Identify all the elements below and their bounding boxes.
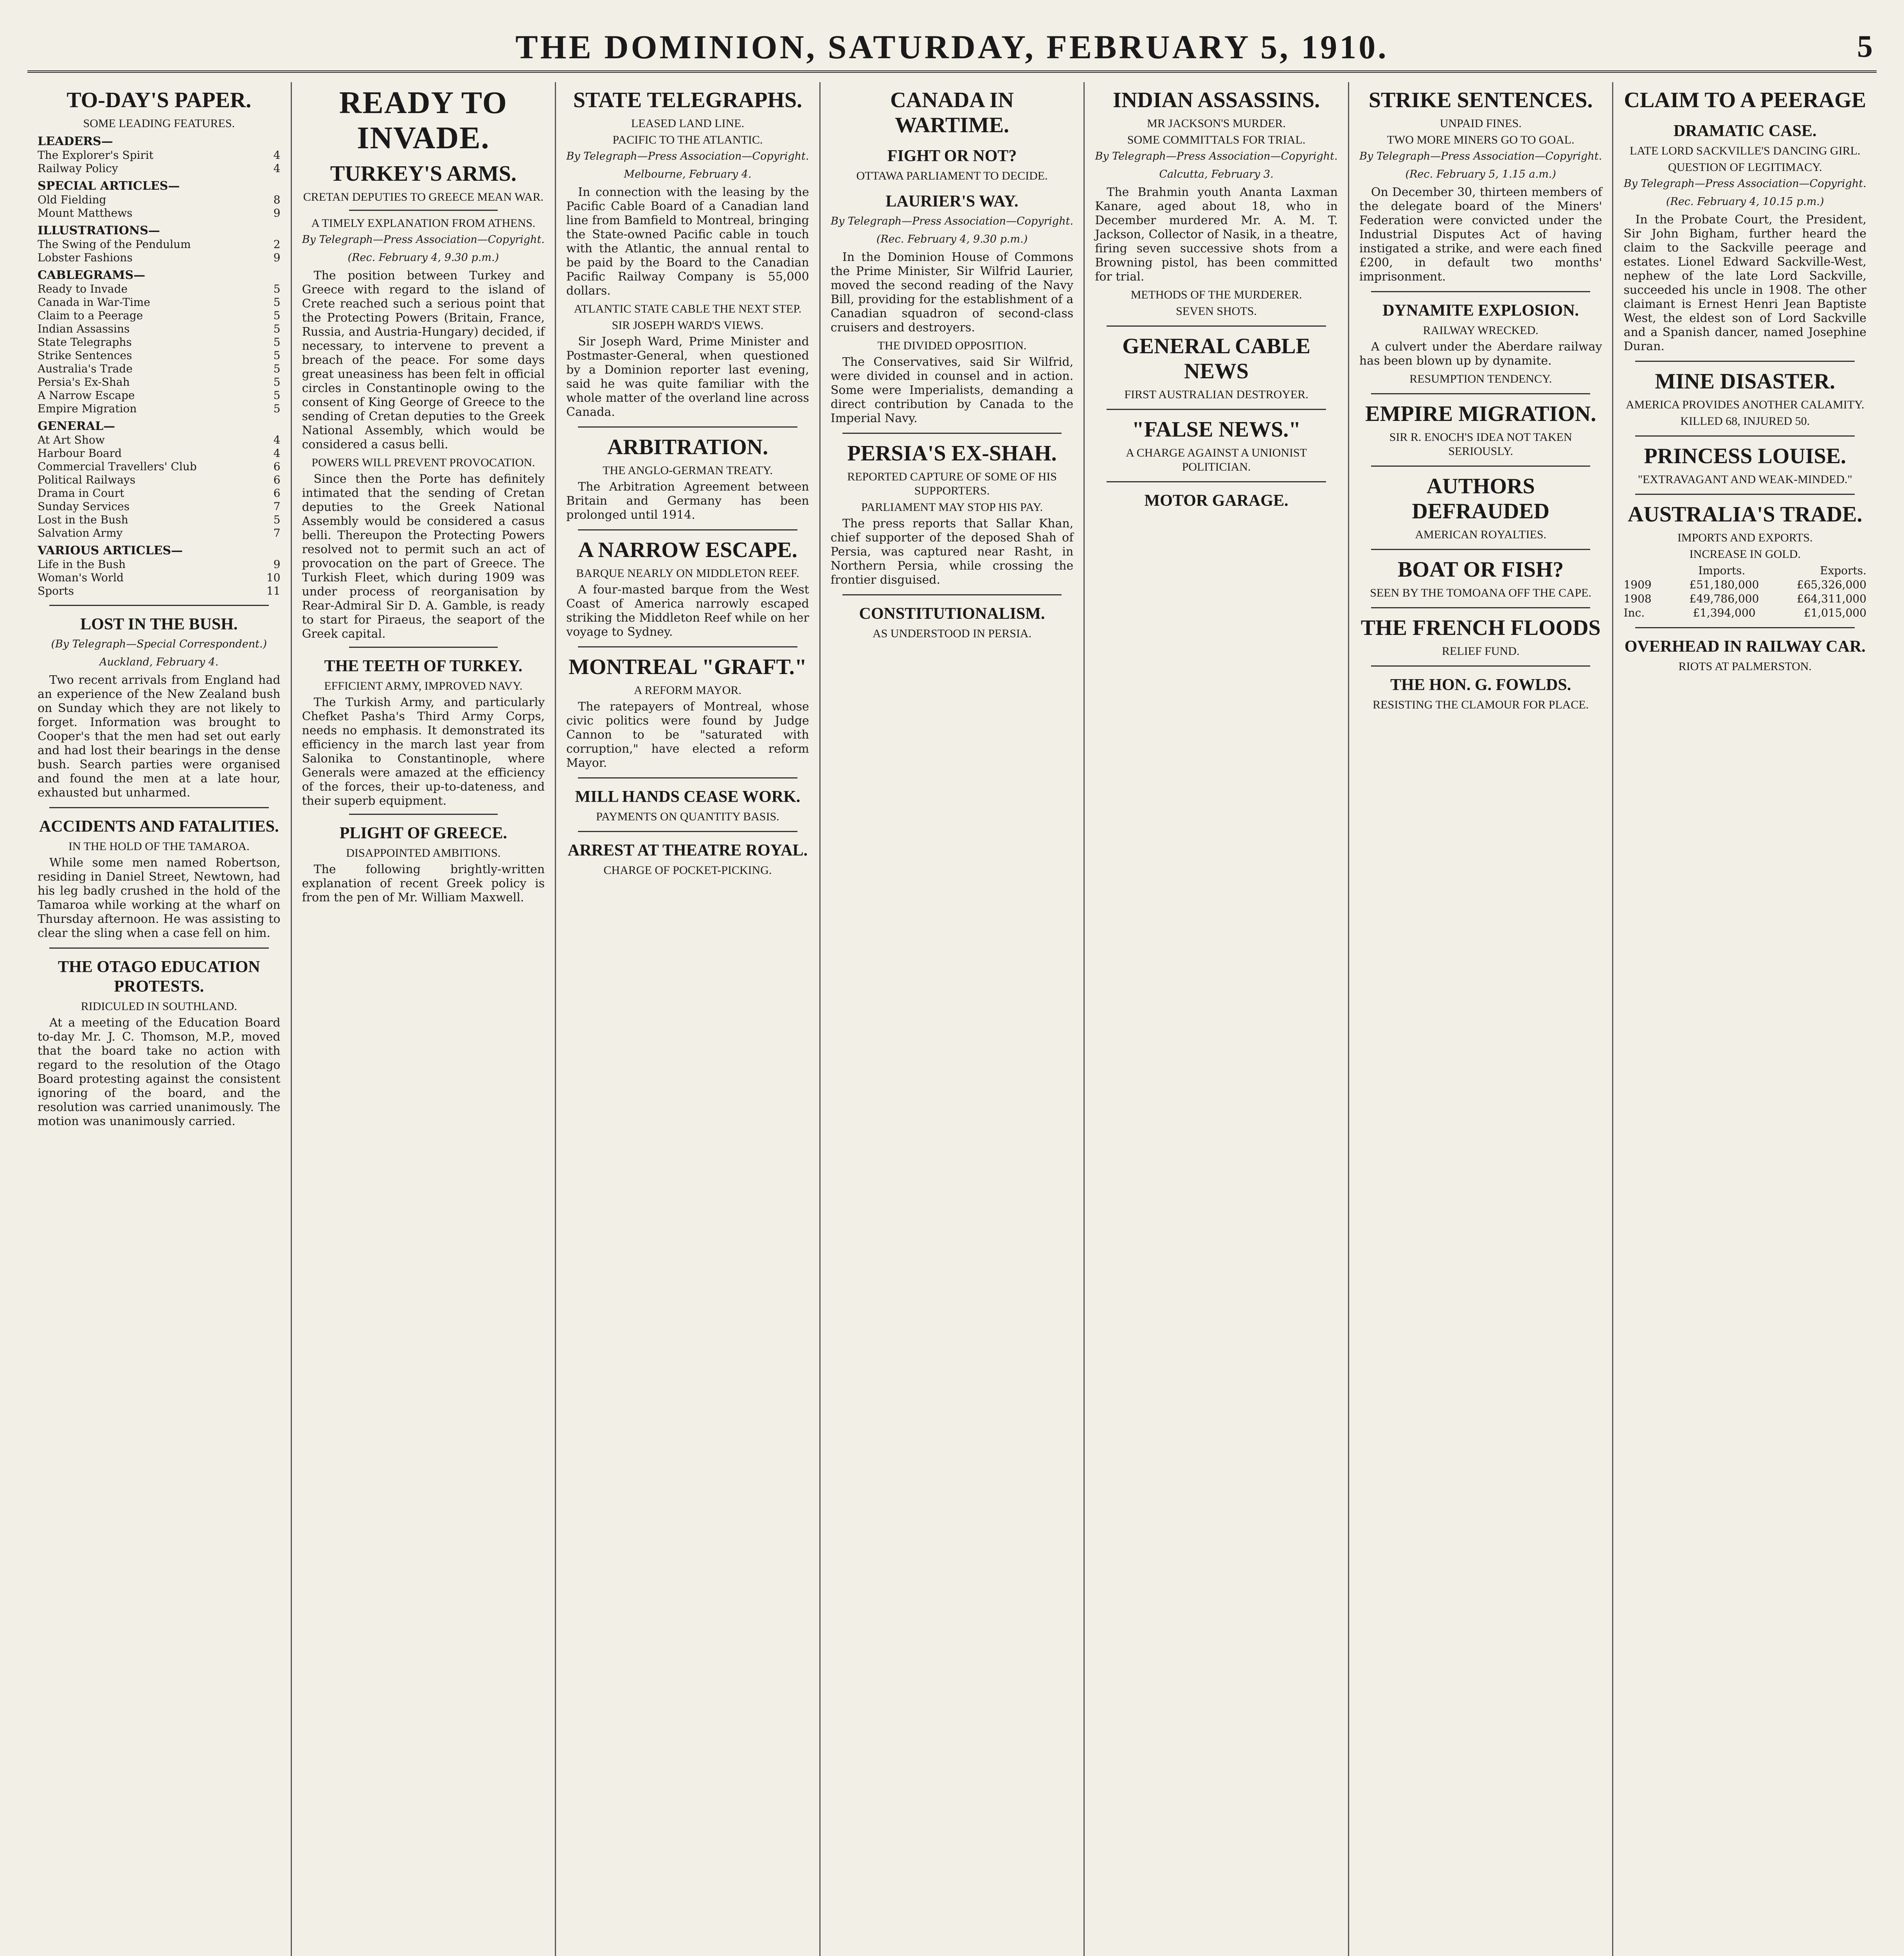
- subhead: CRETAN DEPUTIES TO GREECE MEAN WAR.: [303, 191, 544, 203]
- index-item-label: Empire Migration: [38, 402, 137, 415]
- index-item-page: 5: [273, 513, 281, 526]
- divider: [49, 807, 269, 808]
- index-item-page: 5: [273, 362, 281, 375]
- subhead: MR JACKSON'S MURDER.: [1147, 117, 1286, 130]
- headline-constitutionalism: CONSTITUTIONALISM.: [859, 605, 1045, 623]
- subhead: KILLED 68, INJURED 50.: [1680, 415, 1810, 428]
- index-item: [38, 336, 281, 349]
- subhead: THE ANGLO-GERMAN TREATY.: [603, 464, 773, 477]
- table-cell: Imports.: [1698, 564, 1746, 577]
- subhead: "EXTRAVAGANT AND WEAK-MINDED.": [1638, 473, 1852, 486]
- byline: By Telegraph—Press Association—Copyright.: [1359, 150, 1602, 162]
- index-item-label: Woman's World: [38, 571, 124, 584]
- index-item-page: 5: [273, 296, 281, 309]
- index-item: [38, 527, 281, 540]
- byline: By Telegraph—Press Association—Copyright.: [831, 215, 1074, 227]
- index-item: [38, 447, 281, 460]
- index-item-page: 5: [273, 349, 281, 362]
- headline-accidents: ACCIDENTS AND FATALITIES.: [39, 818, 279, 836]
- article-body: The Conservatives, said Sir Wilfrid, were divided in counsel and in action. Some were Imperialists, demanding a direct contribution by Canada to the Imperial Navy.: [830, 355, 1074, 425]
- index-item: [38, 322, 281, 336]
- table-cell: £1,394,000: [1693, 606, 1756, 619]
- headline-persia: PERSIA'S EX-SHAH.: [847, 441, 1057, 466]
- article-columns: [27, 82, 1877, 1956]
- index-item-label: Persia's Ex-Shah: [38, 376, 130, 388]
- index-item: [38, 251, 281, 264]
- index-item-label: Australia's Trade: [38, 362, 133, 375]
- article-body: Two recent arrivals from England had an experience of the New Zealand bush on Sunday which they are not likely to forget. Information was brought to Cooper's that the men had set out early and had lost their bearings in the dense bush. Search parties were organised and found the men at a late hour, exhausted but unharmed.: [38, 673, 281, 800]
- divider: [1635, 435, 1855, 437]
- divider: [842, 594, 1062, 595]
- subhead: RIOTS AT PALMERSTON.: [1678, 660, 1812, 673]
- column-strike: [1349, 82, 1614, 1956]
- article-body: A four-masted barque from the West Coast of America narrowly escaped striking the Middleton Reef while on her voyage to Sydney.: [566, 583, 809, 639]
- index-item-page: 9: [273, 558, 281, 571]
- index-item: [38, 389, 281, 402]
- subhead: SEEN BY THE TOMOANA OFF THE CAPE.: [1370, 586, 1592, 599]
- index-subtitle: SOME LEADING FEATURES.: [83, 117, 235, 130]
- divider: [578, 777, 797, 778]
- subhead: OTTAWA PARLIAMENT TO DECIDE.: [856, 169, 1048, 182]
- subhead: A REFORM MAYOR.: [634, 684, 741, 697]
- index-item: [38, 296, 281, 309]
- index-item: [38, 558, 281, 571]
- index-item-page: 11: [266, 584, 281, 597]
- index-item-page: 5: [273, 282, 281, 295]
- column-peerage: [1613, 82, 1877, 1956]
- index-item-page: 2: [273, 238, 281, 251]
- table-cell: £64,311,000: [1796, 592, 1867, 605]
- index-item-page: 4: [273, 433, 281, 446]
- index-item-label: Mount Matthews: [38, 207, 133, 219]
- headline-authors: AUTHORS DEFRAUDED: [1412, 474, 1549, 523]
- index-item-page: 4: [273, 162, 281, 175]
- divider: [1635, 627, 1855, 628]
- headline-mill-hands: MILL HANDS CEASE WORK.: [575, 788, 801, 806]
- divider: [578, 529, 797, 530]
- column-indian: [1085, 82, 1349, 1956]
- index-item-page: 6: [273, 487, 281, 500]
- headline-lost-bush: LOST IN THE BUSH.: [80, 615, 238, 633]
- index-item-label: Political Railways: [38, 473, 136, 486]
- section-heading: THE DIVIDED OPPOSITION.: [877, 339, 1027, 352]
- headline-arrest: ARREST AT THEATRE ROYAL.: [567, 841, 808, 859]
- index-item-page: 5: [273, 309, 281, 322]
- byline: By Telegraph—Press Association—Copyright.: [1623, 178, 1866, 190]
- article-body: On December 30, thirteen members of the delegate board of the Miners' Federation were convicted under the Industrial Disputes Act of having instigated a strike, and were each fined £200, in default two months' imprisonment.: [1359, 185, 1602, 284]
- index-item-page: 4: [273, 149, 281, 162]
- article-body: Since then the Porte has definitely intimated that the sending of Cretan deputies to the Greek National Assembly would be considered a casus belli. Thereupon the Protecting Powers resolved not to permit such an act of provocation on the part of Greece. The Turkish Fleet, which during 1909 was under process of reorganisation by Rear-Admiral Sir D. A. Gamble, is ready to start for Piraeus, the seaport of the Greek capital.: [302, 472, 545, 641]
- divider: [578, 831, 797, 832]
- index-section: CABLEGRAMS—: [38, 268, 146, 282]
- index-item-label: Railway Policy: [38, 162, 118, 175]
- headline-false-news: "FALSE NEWS.": [1132, 417, 1301, 442]
- subhead: TWO MORE MINERS GO TO GOAL.: [1387, 133, 1575, 146]
- subhead: RELIEF FUND.: [1442, 645, 1520, 658]
- index-item-label: Claim to a Peerage: [38, 309, 143, 322]
- index-item-page: 8: [273, 193, 281, 206]
- masthead: [27, 23, 1877, 73]
- index-item-page: 5: [273, 389, 281, 402]
- advert-motor-garage: MOTOR GARAGE.: [1144, 492, 1289, 510]
- index-item: [38, 473, 281, 487]
- index-item-label: Lost in the Bush: [38, 513, 128, 526]
- subhead: UNPAID FINES.: [1440, 117, 1522, 130]
- subhead: ATLANTIC STATE CABLE THE NEXT STEP.: [574, 302, 802, 315]
- dateline: Calcutta, February 3.: [1159, 168, 1274, 180]
- index-section: VARIOUS ARTICLES—: [38, 544, 183, 557]
- headline-general-cables: GENERAL CABLE NEWS: [1122, 334, 1310, 383]
- index-item-page: 9: [273, 251, 281, 264]
- article-body: The press reports that Sallar Khan, chief supporter of the deposed Shah of Persia, was captured near Rasht, in Northern Persia, while crossing the frontier disguised.: [830, 517, 1074, 587]
- index-item-page: 10: [266, 571, 281, 584]
- divider: [1371, 291, 1591, 292]
- subhead: A TIMELY EXPLANATION FROM ATHENS.: [311, 217, 536, 230]
- subhead: EFFICIENT ARMY, IMPROVED NAVY.: [324, 680, 523, 692]
- subhead: A CHARGE AGAINST A UNIONIST POLITICIAN.: [1126, 446, 1307, 473]
- index-item-page: 7: [273, 500, 281, 513]
- subhead: RAILWAY WRECKED.: [1423, 324, 1539, 337]
- subhead: QUESTION OF LEGITIMACY.: [1668, 161, 1822, 174]
- index-item-label: Life in the Bush: [38, 558, 126, 571]
- divider: [1371, 549, 1591, 550]
- subhead: PAYMENTS ON QUANTITY BASIS.: [596, 810, 779, 823]
- index-item: [38, 402, 281, 415]
- index-item: [38, 309, 281, 322]
- index-item-label: Strike Sentences: [38, 349, 132, 362]
- subhead: REPORTED CAPTURE OF SOME OF HIS SUPPORTERS.: [847, 470, 1057, 497]
- index-item-label: The Explorer's Spirit: [38, 149, 154, 162]
- index-item: [38, 149, 281, 162]
- subhead: IMPORTS AND EXPORTS.: [1677, 531, 1813, 544]
- index-item-page: 5: [273, 336, 281, 349]
- index-item-label: Sports: [38, 584, 74, 597]
- index-item-page: 4: [273, 447, 281, 460]
- index-item-label: Lobster Fashions: [38, 251, 133, 264]
- index-section: ILLUSTRATIONS—: [38, 224, 160, 237]
- index-item-page: 5: [273, 376, 281, 388]
- headline-ready-to-invade: READY TO INVADE.: [339, 86, 507, 155]
- index-item: [38, 238, 281, 251]
- headline-overhead: OVERHEAD IN RAILWAY CAR.: [1624, 638, 1866, 656]
- article-body: The position between Turkey and Greece with regard to the island of Crete reached such a serious point that the Protecting Powers (Britain, France, Russia, and Austria-Hungary) decided, if necessary, to intervene to prevent a breach of the peace. For some days great uneasiness has been felt in official circles in Constantinople owing to the consent of King George of Greece to the sending of Cretan deputies to the Greek National Assembly, which would be considered a casus belli.: [302, 269, 545, 451]
- article-body: The Brahmin youth Ananta Laxman Kanare, aged about 18, who in December murdered Mr. A. M. T. Jackson, Collector of Nasik, in a theatre, firing seven successive shots from a Browning pistol, has been committed for trial.: [1095, 185, 1338, 284]
- index-item: [38, 207, 281, 220]
- headline-teeth: THE TEETH OF TURKEY.: [324, 657, 523, 675]
- subhead: CHARGE OF POCKET-PICKING.: [603, 864, 772, 877]
- index-item-page: 6: [273, 473, 281, 486]
- subhead: LATE LORD SACKVILLE'S DANCING GIRL.: [1629, 144, 1861, 157]
- dateline: Auckland, February 4.: [99, 656, 219, 668]
- divider: [349, 210, 498, 211]
- divider: [349, 647, 498, 648]
- headline-montreal-graft: MONTREAL "GRAFT.": [569, 655, 807, 679]
- index-item-label: Sunday Services: [38, 500, 130, 513]
- subhead: PACIFIC TO THE ATLANTIC.: [612, 133, 763, 146]
- column-invade: [292, 82, 556, 1956]
- article-body: The following brightly-written explanation of recent Greek policy is from the pen of Mr. William Maxwell.: [302, 863, 545, 904]
- dateline: (Rec. February 5, 1.15 a.m.): [1405, 168, 1556, 180]
- index-item: [38, 571, 281, 584]
- section-heading: RESUMPTION TENDENCY.: [1409, 372, 1552, 385]
- headline-claim-peerage: CLAIM TO A PEERAGE: [1624, 88, 1866, 112]
- headline-boat-or-fish: BOAT OR FISH?: [1398, 557, 1564, 582]
- subhead: INCREASE IN GOLD.: [1689, 548, 1801, 561]
- index-item: [38, 349, 281, 362]
- divider: [1371, 466, 1591, 467]
- subhead: LEASED LAND LINE.: [631, 117, 744, 130]
- index-item-label: Indian Assassins: [38, 322, 130, 335]
- newspaper-title: THE DOMINION, SATURDAY, FEBRUARY 5, 1910.: [515, 28, 1389, 66]
- dateline: (Rec. February 4, 10.15 p.m.): [1666, 196, 1824, 208]
- headline-state-telegraphs: STATE TELEGRAPHS.: [573, 88, 802, 112]
- divider: [578, 646, 797, 647]
- headline-french-floods: THE FRENCH FLOODS: [1361, 616, 1601, 640]
- index-list: [38, 135, 281, 598]
- column-canada: [821, 82, 1085, 1956]
- table-cell: 1908: [1623, 592, 1652, 605]
- headline-fowlds: THE HON. G. FOWLDS.: [1390, 676, 1571, 694]
- headline-plight: PLIGHT OF GREECE.: [339, 824, 507, 842]
- index-item-label: Salvation Army: [38, 527, 123, 539]
- subhead-turkeys-arms: TURKEY'S ARMS.: [330, 162, 516, 186]
- divider: [1371, 665, 1591, 667]
- divider: [842, 433, 1062, 434]
- index-item-page: 7: [273, 527, 281, 539]
- article-body: The Arbitration Agreement between Britain and Germany has been prolonged until 1914.: [566, 480, 809, 522]
- divider: [1635, 361, 1855, 362]
- subhead: IN THE HOLD OF THE TAMAROA.: [68, 840, 250, 853]
- divider: [49, 605, 269, 606]
- subhead: AMERICA PROVIDES ANOTHER CALAMITY.: [1626, 398, 1864, 411]
- index-item-label: At Art Show: [38, 433, 105, 446]
- index-item-page: 6: [273, 460, 281, 473]
- subhead: PARLIAMENT MAY STOP HIS PAY.: [861, 501, 1043, 514]
- article-body: At a meeting of the Education Board to-day Mr. J. C. Thomson, M.P., moved that the board take no action with regard to the resolution of the Otago Board protesting against the consistent ignoring of the board, and the resolution was carried unanimously. The motion was unanimously carried.: [38, 1016, 281, 1128]
- headline-empire-migration: EMPIRE MIGRATION.: [1365, 402, 1596, 426]
- index-item-label: The Swing of the Pendulum: [38, 238, 191, 251]
- divider: [1635, 494, 1855, 495]
- headline-strike-sentences: STRIKE SENTENCES.: [1368, 88, 1593, 112]
- index-item: [38, 584, 281, 598]
- article-body: Sir Joseph Ward, Prime Minister and Postmaster-General, when questioned by a Dominion reporter last evening, said he was quite familiar with the whole matter of the overland line across Canada.: [566, 335, 809, 419]
- table-row: [1623, 578, 1866, 592]
- subhead: SIR R. ENOCH'S IDEA NOT TAKEN SERIOUSLY.: [1389, 431, 1572, 458]
- table-row: [1623, 592, 1866, 606]
- section-heading: SEVEN SHOTS.: [1176, 305, 1257, 318]
- divider: [49, 947, 269, 949]
- index-item: [38, 193, 281, 207]
- byline: By Telegraph—Press Association—Copyright.: [302, 234, 545, 246]
- index-item: [38, 487, 281, 500]
- page-number: 5: [1857, 29, 1873, 64]
- index-item: [38, 513, 281, 527]
- table-row: [1623, 564, 1866, 578]
- headline-indian-assassins: INDIAN ASSASSINS.: [1113, 88, 1320, 112]
- index-section: SPECIAL ARTICLES—: [38, 179, 180, 193]
- section-heading: POWERS WILL PREVENT PROVOCATION.: [311, 456, 535, 469]
- subhead: RESISTING THE CLAMOUR FOR PLACE.: [1373, 698, 1589, 711]
- subhead: BARQUE NEARLY ON MIDDLETON REEF.: [576, 567, 799, 580]
- dateline: (Rec. February 4, 9.30 p.m.): [347, 252, 499, 264]
- index-item: [38, 433, 281, 447]
- subhead-dramatic: DRAMATIC CASE.: [1673, 122, 1817, 140]
- divider: [1371, 607, 1591, 608]
- index-section: LEADERS—: [38, 135, 113, 148]
- subhead: SOME COMMITTALS FOR TRIAL.: [1127, 133, 1306, 146]
- subhead: SIR JOSEPH WARD'S VIEWS.: [612, 319, 764, 332]
- divider: [1107, 481, 1326, 482]
- subhead: AMERICAN ROYALTIES.: [1415, 528, 1546, 541]
- index-section: GENERAL—: [38, 419, 115, 433]
- headline-canada: CANADA IN WARTIME.: [890, 88, 1014, 137]
- index-item: [38, 460, 281, 473]
- article-body: In the Probate Court, the President, Sir John Bigham, further heard the claim to the Sackville peerage and estates. Lionel Edward Sackville-West, nephew of the late Lord Sackville, succeeded his uncle in 1908. The other claimant is Ernest Henri Jean Baptiste West, the eldest son of Lord Sackville and a Spanish dancer, named Josephine Duran.: [1623, 213, 1867, 353]
- index-item-label: Ready to Invade: [38, 282, 128, 295]
- subhead: AS UNDERSTOOD IN PERSIA.: [872, 627, 1032, 640]
- headline-narrow-escape: A NARROW ESCAPE.: [578, 538, 797, 562]
- headline-otago: THE OTAGO EDUCATION PROTESTS.: [58, 958, 260, 996]
- table-cell: £1,015,000: [1803, 606, 1867, 619]
- index-item-label: A Narrow Escape: [38, 389, 135, 402]
- headline-dynamite: DYNAMITE EXPLOSION.: [1382, 302, 1579, 320]
- headline-australias-trade: AUSTRALIA'S TRADE.: [1627, 502, 1863, 527]
- article-body: While some men named Robertson, residing in Daniel Street, Newtown, had his leg badly crushed in the hold of the Tamaroa while working at the wharf on Thursday afternoon. He was assisting to clear the sling when a case fell on him.: [38, 856, 281, 940]
- headline-arbitration: ARBITRATION.: [607, 435, 768, 459]
- article-body: In connection with the leasing by the Pacific Cable Board of a Canadian land line from Bamfield to Montreal, bringing the State-owned Pacific cable in touch with the Atlantic, the annual rental to be paid by the Board to the Canadian Pacific Railway Company is 55,000 dollars.: [566, 185, 809, 298]
- divider: [1371, 393, 1591, 394]
- dateline: (Rec. February 4, 9.30 p.m.): [876, 233, 1028, 245]
- index-title: TO-DAY'S PAPER.: [67, 88, 252, 112]
- index-item-label: Commercial Travellers' Club: [38, 460, 197, 473]
- dateline: Melbourne, February 4.: [624, 168, 752, 180]
- article-body: The Turkish Army, and particularly Chefket Pasha's Third Army Corps, needs no emphasis. It demonstrated its efficiency in the march last year from Salonika to Constantinople, where Generals were amazed at the efficiency of the forces, their up-to-dateness, and their superb equipment.: [302, 696, 545, 808]
- column-index: [27, 82, 292, 1956]
- subhead: DISAPPOINTED AMBITIONS.: [346, 847, 501, 859]
- table-cell: Exports.: [1820, 564, 1867, 577]
- table-cell: £65,326,000: [1796, 578, 1867, 591]
- divider: [1107, 409, 1326, 410]
- index-item-label: Harbour Board: [38, 447, 122, 460]
- divider: [578, 426, 797, 428]
- index-item-label: Old Fielding: [38, 193, 106, 206]
- trade-table: [1623, 564, 1866, 620]
- subhead-laurier: LAURIER'S WAY.: [885, 192, 1019, 210]
- index-item-page: 5: [273, 322, 281, 335]
- table-cell: £49,786,000: [1689, 592, 1759, 605]
- byline: (By Telegraph—Special Correspondent.): [51, 638, 267, 650]
- index-item: [38, 376, 281, 389]
- divider: [1107, 325, 1326, 327]
- column-telegraphs: [556, 82, 821, 1956]
- section-heading: METHODS OF THE MURDERER.: [1130, 288, 1302, 301]
- index-item: [38, 282, 281, 296]
- article-body: A culvert under the Aberdare railway has been blown up by dynamite.: [1359, 340, 1602, 368]
- index-item-page: 9: [273, 207, 281, 219]
- index-item-label: Drama in Court: [38, 487, 124, 500]
- subhead: RIDICULED IN SOUTHLAND.: [81, 1000, 237, 1013]
- headline-mine-disaster: MINE DISASTER.: [1655, 369, 1836, 394]
- subhead: FIRST AUSTRALIAN DESTROYER.: [1124, 388, 1308, 401]
- index-item-page: 5: [273, 402, 281, 415]
- table-cell: £51,180,000: [1689, 578, 1759, 591]
- divider: [349, 814, 498, 815]
- index-item-label: State Telegraphs: [38, 336, 132, 349]
- byline: By Telegraph—Press Association—Copyright.: [566, 150, 809, 162]
- subhead-fight: FIGHT OR NOT?: [887, 147, 1017, 165]
- index-item: [38, 500, 281, 513]
- article-body: In the Dominion House of Commons the Prime Minister, Sir Wilfrid Laurier, moved the second reading of the Navy Bill, providing for the establishment of a Canadian squadron of second-class cruisers and destroyers.: [830, 250, 1074, 334]
- table-cell: Inc.: [1623, 606, 1645, 619]
- index-item: [38, 362, 281, 376]
- article-body: The ratepayers of Montreal, whose civic politics were found by Judge Cannon to be "saturated with corruption," have elected a reform Mayor.: [566, 700, 809, 770]
- byline: By Telegraph—Press Association—Copyright.: [1095, 150, 1338, 162]
- headline-princess-louise: PRINCESS LOUISE.: [1644, 444, 1846, 468]
- index-item: [38, 162, 281, 175]
- table-row: [1623, 606, 1866, 620]
- table-cell: 1909: [1623, 578, 1652, 591]
- index-item-label: Canada in War-Time: [38, 296, 150, 309]
